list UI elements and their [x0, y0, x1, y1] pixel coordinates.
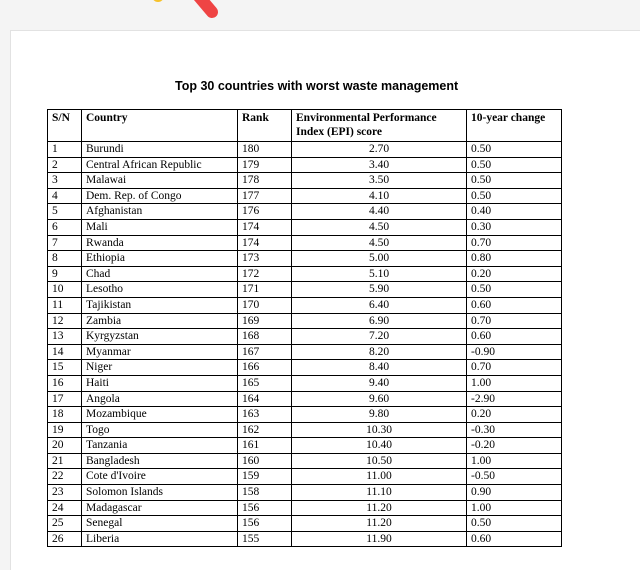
cell-epi: 3.50: [292, 173, 467, 189]
table-row: [48, 219, 562, 235]
cell-rank: 156: [238, 500, 292, 516]
cell-sn: 6: [48, 219, 82, 235]
cell-epi: 8.20: [292, 344, 467, 360]
cell-change: 0.30: [467, 219, 562, 235]
cell-change: 0.60: [467, 531, 562, 547]
cell-change: 0.70: [467, 313, 562, 329]
cell-rank: 156: [238, 516, 292, 532]
cell-epi: 10.40: [292, 438, 467, 454]
cell-change: 0.80: [467, 251, 562, 267]
table-row: [48, 375, 562, 391]
cell-sn: 9: [48, 266, 82, 282]
cell-change: 0.20: [467, 266, 562, 282]
cell-sn: 15: [48, 360, 82, 376]
table-row: [48, 344, 562, 360]
cell-country: Rwanda: [82, 235, 238, 251]
column-header-rank: Rank: [238, 110, 292, 142]
cell-sn: 5: [48, 204, 82, 220]
cell-change: 1.00: [467, 500, 562, 516]
cell-country: Tajikistan: [82, 297, 238, 313]
table-row: [48, 282, 562, 298]
cell-country: Angola: [82, 391, 238, 407]
waste-table: [47, 109, 562, 547]
cell-sn: 24: [48, 500, 82, 516]
cell-rank: 158: [238, 485, 292, 501]
table-row: [48, 251, 562, 267]
cell-rank: 170: [238, 297, 292, 313]
cell-rank: 168: [238, 329, 292, 345]
cell-sn: 12: [48, 313, 82, 329]
cell-country: Ethiopia: [82, 251, 238, 267]
cell-epi: 3.40: [292, 157, 467, 173]
cell-country: Madagascar: [82, 500, 238, 516]
cell-sn: 2: [48, 157, 82, 173]
cell-sn: 26: [48, 531, 82, 547]
cell-epi: 11.20: [292, 500, 467, 516]
cell-sn: 8: [48, 251, 82, 267]
cell-sn: 22: [48, 469, 82, 485]
cell-sn: 14: [48, 344, 82, 360]
cell-rank: 169: [238, 313, 292, 329]
table-row: [48, 531, 562, 547]
cell-epi: 11.10: [292, 485, 467, 501]
cell-rank: 171: [238, 282, 292, 298]
cell-epi: 4.50: [292, 235, 467, 251]
cell-sn: 25: [48, 516, 82, 532]
cell-epi: 9.80: [292, 407, 467, 423]
table-row: [48, 297, 562, 313]
cell-epi: 11.90: [292, 531, 467, 547]
cell-change: 0.60: [467, 329, 562, 345]
cell-rank: 164: [238, 391, 292, 407]
cell-sn: 16: [48, 375, 82, 391]
cell-change: 0.50: [467, 142, 562, 158]
cell-epi: 5.10: [292, 266, 467, 282]
table-header-row: [48, 110, 562, 142]
cell-rank: 162: [238, 422, 292, 438]
cell-sn: 3: [48, 173, 82, 189]
cell-sn: 7: [48, 235, 82, 251]
column-header-epi: Environmental Performance Index (EPI) score: [292, 110, 467, 142]
logo-icon: [150, 0, 230, 20]
cell-epi: 9.40: [292, 375, 467, 391]
cell-sn: 18: [48, 407, 82, 423]
cell-change: 0.50: [467, 188, 562, 204]
table-row: [48, 329, 562, 345]
cell-sn: 19: [48, 422, 82, 438]
cell-rank: 160: [238, 453, 292, 469]
table-row: [48, 188, 562, 204]
cell-sn: 13: [48, 329, 82, 345]
cell-sn: 1: [48, 142, 82, 158]
column-header-sn: S/N: [48, 110, 82, 142]
cell-country: Zambia: [82, 313, 238, 329]
cell-sn: 17: [48, 391, 82, 407]
cell-epi: 5.00: [292, 251, 467, 267]
cell-change: -0.30: [467, 422, 562, 438]
cell-change: 0.50: [467, 157, 562, 173]
cell-change: 0.50: [467, 516, 562, 532]
cell-change: 1.00: [467, 453, 562, 469]
cell-change: 1.00: [467, 375, 562, 391]
cell-change: 0.50: [467, 282, 562, 298]
cell-epi: 6.40: [292, 297, 467, 313]
cell-rank: 174: [238, 235, 292, 251]
cell-country: Malawai: [82, 173, 238, 189]
cell-rank: 174: [238, 219, 292, 235]
cell-epi: 4.50: [292, 219, 467, 235]
table-row: [48, 204, 562, 220]
cell-country: Mozambique: [82, 407, 238, 423]
cell-country: Liberia: [82, 531, 238, 547]
cell-country: Central African Republic: [82, 157, 238, 173]
table-row: [48, 453, 562, 469]
cell-epi: 8.40: [292, 360, 467, 376]
cell-change: 0.70: [467, 360, 562, 376]
cell-country: Lesotho: [82, 282, 238, 298]
cell-change: 0.90: [467, 485, 562, 501]
cell-change: -0.50: [467, 469, 562, 485]
table-row: [48, 313, 562, 329]
cell-change: 0.40: [467, 204, 562, 220]
column-header-country: Country: [82, 110, 238, 142]
cell-country: Togo: [82, 422, 238, 438]
cell-epi: 4.40: [292, 204, 467, 220]
cell-rank: 178: [238, 173, 292, 189]
cell-country: Tanzania: [82, 438, 238, 454]
cell-country: Burundi: [82, 142, 238, 158]
cell-country: Bangladesh: [82, 453, 238, 469]
cell-change: 0.20: [467, 407, 562, 423]
cell-change: -2.90: [467, 391, 562, 407]
table-row: [48, 235, 562, 251]
cell-epi: 5.90: [292, 282, 467, 298]
cell-epi: 9.60: [292, 391, 467, 407]
cell-rank: 176: [238, 204, 292, 220]
cell-country: Solomon Islands: [82, 485, 238, 501]
table-row: [48, 173, 562, 189]
cell-sn: 21: [48, 453, 82, 469]
cell-rank: 172: [238, 266, 292, 282]
cell-rank: 163: [238, 407, 292, 423]
table-row: [48, 391, 562, 407]
table-row: [48, 485, 562, 501]
cell-change: -0.90: [467, 344, 562, 360]
table-row: [48, 422, 562, 438]
document-title: Top 30 countries with worst waste management: [175, 79, 459, 93]
cell-epi: 2.70: [292, 142, 467, 158]
cell-country: Afghanistan: [82, 204, 238, 220]
table-row: [48, 407, 562, 423]
table-row: [48, 142, 562, 158]
cell-country: Haiti: [82, 375, 238, 391]
cell-rank: 165: [238, 375, 292, 391]
cell-epi: 11.00: [292, 469, 467, 485]
table-row: [48, 516, 562, 532]
cell-rank: 179: [238, 157, 292, 173]
cell-epi: 10.30: [292, 422, 467, 438]
cell-country: Dem. Rep. of Congo: [82, 188, 238, 204]
cell-epi: 4.10: [292, 188, 467, 204]
cell-rank: 161: [238, 438, 292, 454]
cell-epi: 6.90: [292, 313, 467, 329]
cell-sn: 23: [48, 485, 82, 501]
cell-epi: 11.20: [292, 516, 467, 532]
cell-sn: 11: [48, 297, 82, 313]
cell-rank: 177: [238, 188, 292, 204]
cell-rank: 159: [238, 469, 292, 485]
cell-epi: 10.50: [292, 453, 467, 469]
cell-country: Chad: [82, 266, 238, 282]
table-row: [48, 469, 562, 485]
cell-country: Niger: [82, 360, 238, 376]
table-row: [48, 500, 562, 516]
cell-country: Mali: [82, 219, 238, 235]
cell-change: 0.60: [467, 297, 562, 313]
table-row: [48, 438, 562, 454]
column-header-change: 10-year change: [467, 110, 562, 142]
cell-change: 0.50: [467, 173, 562, 189]
cell-rank: 166: [238, 360, 292, 376]
cell-rank: 173: [238, 251, 292, 267]
cell-change: -0.20: [467, 438, 562, 454]
cell-country: Cote d'Ivoire: [82, 469, 238, 485]
cell-sn: 4: [48, 188, 82, 204]
cell-sn: 10: [48, 282, 82, 298]
cell-rank: 167: [238, 344, 292, 360]
table-row: [48, 266, 562, 282]
table-row: [48, 157, 562, 173]
cell-country: Senegal: [82, 516, 238, 532]
cell-change: 0.70: [467, 235, 562, 251]
cell-epi: 7.20: [292, 329, 467, 345]
cell-sn: 20: [48, 438, 82, 454]
cell-country: Myanmar: [82, 344, 238, 360]
table-row: [48, 360, 562, 376]
cell-rank: 180: [238, 142, 292, 158]
cell-country: Kyrgyzstan: [82, 329, 238, 345]
cell-rank: 155: [238, 531, 292, 547]
